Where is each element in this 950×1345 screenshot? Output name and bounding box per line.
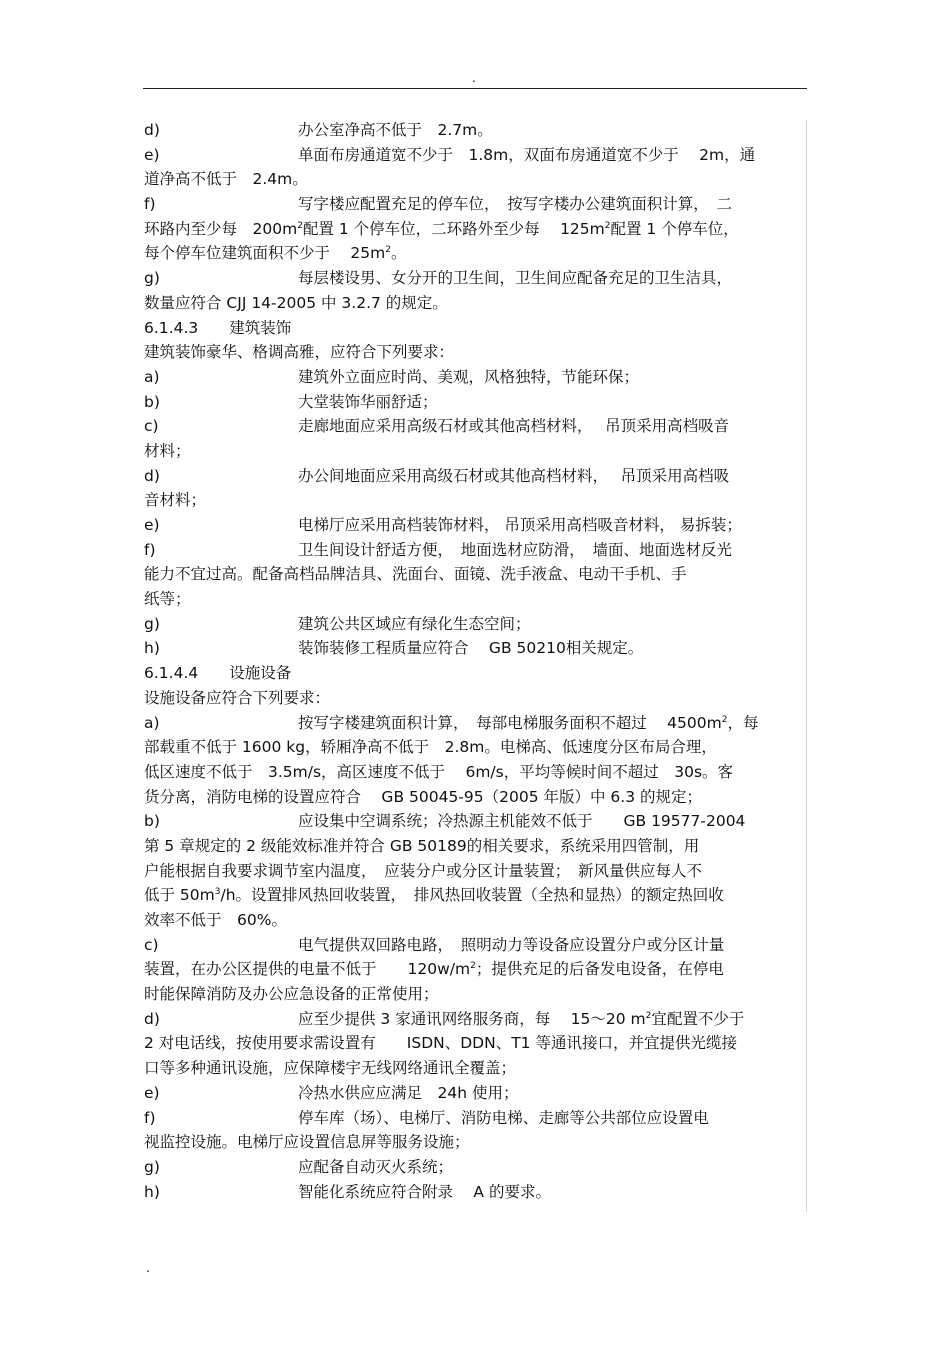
superscript: 2 xyxy=(721,714,728,725)
text-line xyxy=(144,859,804,884)
text-line xyxy=(144,316,804,341)
line-text: 2 对电话线，按使用要求需设置有 ISDN、DDN、T1 等通讯接口，并宜提供光缆接 xyxy=(144,1034,737,1053)
line-text: 建筑外立面应时尚、美观，风格独特，节能环保； xyxy=(298,367,640,386)
text-line xyxy=(144,488,804,513)
text-line xyxy=(144,957,804,982)
text-line xyxy=(144,192,804,217)
text-line xyxy=(144,1031,804,1056)
item-label: g) xyxy=(144,614,160,633)
text-line xyxy=(144,686,804,711)
line-text: 建筑公共区域应有绿化生态空间； xyxy=(298,614,531,633)
text-line xyxy=(144,414,804,439)
text-line xyxy=(144,340,804,365)
line-text: 低区速度不低于 3.5m/s，高区速度不低于 6m/s，平均等候时间不超过 30s。客 xyxy=(144,762,734,781)
item-label: f) xyxy=(144,540,156,559)
line-text: 设施设备应符合下列要求： xyxy=(144,688,331,707)
line-text: 宜配置不少于 xyxy=(651,1009,745,1028)
right-margin-rule xyxy=(806,120,807,1212)
line-text: 走廊地面应采用高级石材或其他高档材料， 吊顶采用高档吸音 xyxy=(298,417,730,436)
line-text: 装饰装修工程质量应符合 GB 50210相关规定。 xyxy=(298,639,644,658)
item-label: d) xyxy=(144,1009,160,1028)
item-label: g) xyxy=(144,269,160,288)
text-line xyxy=(144,982,804,1007)
line-text: 环路内至少每 200m xyxy=(144,219,298,238)
item-label: a) xyxy=(144,367,160,386)
superscript: 3 xyxy=(214,887,221,898)
text-line xyxy=(144,1106,804,1131)
text-line xyxy=(144,834,804,859)
line-text: 能力不宜过高。配备高档品牌洁具、洗面台、面镜、洗手液盒、电动干手机、手 xyxy=(144,565,687,584)
line-text: 口等多种通讯设施，应保障楼宇无线网络通讯全覆盖； xyxy=(144,1059,517,1078)
item-label: c) xyxy=(144,417,159,436)
text-line xyxy=(144,464,804,489)
line-text: 卫生间设计舒适方便， 地面选材应防滑， 墙面、地面选材反光 xyxy=(298,540,733,559)
text-line xyxy=(144,241,804,266)
superscript: 2 xyxy=(470,961,476,972)
line-text: 时能保障消防及办公应急设备的正常使用； xyxy=(144,985,439,1004)
text-line xyxy=(144,883,804,908)
line-text: 纸等； xyxy=(144,590,191,609)
text-line xyxy=(144,760,804,785)
header-rule xyxy=(143,88,807,89)
item-label: e) xyxy=(144,1083,160,1102)
line-text: /h。设置排风热回收装置， 排风热回收装置（全热和显热）的额定热回收 xyxy=(220,886,724,905)
item-label: c) xyxy=(144,935,159,954)
line-text: 冷热水供应应满足 24h 使用； xyxy=(298,1083,519,1102)
item-label: d) xyxy=(144,121,160,139)
text-line xyxy=(144,439,804,464)
line-text: 办公室净高不低于 2.7m。 xyxy=(298,121,493,139)
line-text: 单面布房通道宽不少于 1.8m，双面布房通道宽不少于 2m，通 xyxy=(298,145,756,164)
item-label: d) xyxy=(144,466,160,485)
item-label: h) xyxy=(144,1182,160,1201)
line-text: ；提供充足的后备发电设备，在停电 xyxy=(475,960,724,979)
text-line xyxy=(144,908,804,933)
text-line xyxy=(144,735,804,760)
line-text: 部载重不低于 1600 kg，轿厢净高不低于 2.8m。电梯高、低速度分区布局合理， xyxy=(144,738,717,757)
header-mark: . xyxy=(472,71,476,85)
item-label: a) xyxy=(144,713,160,732)
superscript: 2 xyxy=(645,1010,652,1021)
text-line xyxy=(144,1130,804,1155)
text-line xyxy=(144,1007,804,1032)
line-text: 应至少提供 3 家通讯网络服务商，每 15～20 m xyxy=(298,1009,646,1028)
item-label: h) xyxy=(144,639,160,658)
line-text: 电气提供双回路电路， 照明动力等设备应设置分户或分区计量 xyxy=(298,935,725,954)
line-text: 建筑装饰豪华、格调高雅，应符合下列要求： xyxy=(144,343,455,362)
line-text: 应配备自动灭火系统； xyxy=(298,1157,454,1176)
text-line xyxy=(144,266,804,291)
line-text: ，每 xyxy=(727,713,759,732)
text-line xyxy=(144,1155,804,1180)
item-label: f) xyxy=(144,1108,156,1127)
text-line xyxy=(144,933,804,958)
line-text: 配置 1 个停车位， xyxy=(610,219,739,238)
line-text: 材料； xyxy=(144,441,191,460)
text-line xyxy=(144,365,804,390)
text-line xyxy=(144,143,804,168)
text-line xyxy=(144,587,804,612)
text-line xyxy=(144,167,804,192)
text-line xyxy=(144,612,804,637)
line-text: 每层楼设男、女分开的卫生间，卫生间应配备充足的卫生洁具， xyxy=(298,269,733,288)
line-text: 办公间地面应采用高级石材或其他高档材料， 吊顶采用高档吸 xyxy=(298,466,730,485)
text-line xyxy=(144,217,804,242)
line-text: 视监控设施。电梯厅应设置信息屏等服务设施； xyxy=(144,1133,470,1152)
line-text: 数量应符合 CJJ 14-2005 中 3.2.7 的规定。 xyxy=(144,293,448,312)
text-line xyxy=(144,1081,804,1106)
line-text: 音材料； xyxy=(144,491,207,510)
text-line xyxy=(144,538,804,563)
line-text: 智能化系统应符合附录 A 的要求。 xyxy=(298,1182,551,1201)
item-label: b) xyxy=(144,392,160,411)
text-line xyxy=(144,661,804,686)
line-text: 大堂装饰华丽舒适； xyxy=(298,392,438,411)
line-text: 户能根据自我要求调节室内温度， 应装分户或分区计量装置； 新风量供应每人不 xyxy=(144,861,703,880)
text-line xyxy=(144,513,804,538)
text-line xyxy=(144,390,804,415)
text-line xyxy=(144,711,804,736)
text-line xyxy=(144,809,804,834)
text-line xyxy=(144,118,804,143)
line-text: 写字楼应配置充足的停车位， 按写字楼办公建筑面积计算， 二 xyxy=(298,195,733,214)
item-label: f) xyxy=(144,195,156,214)
line-text: 应设集中空调系统；冷热源主机能效不低于 GB 19577-2004 xyxy=(298,812,746,831)
text-line xyxy=(144,1180,804,1205)
text-line xyxy=(144,1056,804,1081)
superscript: 2 xyxy=(297,220,303,231)
line-text: 第 5 章规定的 2 级能效标准并符合 GB 50189的相关要求，系统采用四管制，用 xyxy=(144,836,700,855)
superscript: 2 xyxy=(385,245,391,256)
line-text: 装置，在办公区提供的电量不低于 120w/m xyxy=(144,960,471,979)
line-text: 6.1.4.3 建筑装饰 xyxy=(144,318,292,337)
text-line xyxy=(144,636,804,661)
item-label: e) xyxy=(144,516,160,534)
line-text: 按写字楼建筑面积计算， 每部电梯服务面积不超过 4500m xyxy=(298,713,722,732)
text-line xyxy=(144,291,804,316)
line-text: 道净高不低于 2.4m。 xyxy=(144,170,308,189)
line-text: 。 xyxy=(391,244,407,263)
item-label: g) xyxy=(144,1157,160,1176)
line-text: 货分离，消防电梯的设置应符合 GB 50045-95（2005 年版）中 6.3 的规定； xyxy=(144,787,703,806)
line-text: 效率不低于 60%。 xyxy=(144,911,287,929)
line-text: 电梯厅应采用高档装饰材料， 吊顶采用高档吸音材料， 易拆装； xyxy=(298,516,742,534)
line-text: 停车库（场）、电梯厅、消防电梯、走廊等公共部位应设置电 xyxy=(298,1108,709,1127)
superscript: 2 xyxy=(604,220,611,231)
footer-mark: . xyxy=(146,1261,150,1275)
line-text: 每个停车位建筑面积不少于 25m xyxy=(144,244,386,263)
line-text: 配置 1 个停车位，二环路外至少每 125m xyxy=(302,219,605,238)
text-line xyxy=(144,785,804,810)
line-text: 低于 50m xyxy=(144,886,215,905)
document-body xyxy=(144,118,804,1204)
item-label: e) xyxy=(144,145,160,164)
line-text: 6.1.4.4 设施设备 xyxy=(144,664,292,683)
text-line xyxy=(144,562,804,587)
item-label: b) xyxy=(144,812,160,831)
